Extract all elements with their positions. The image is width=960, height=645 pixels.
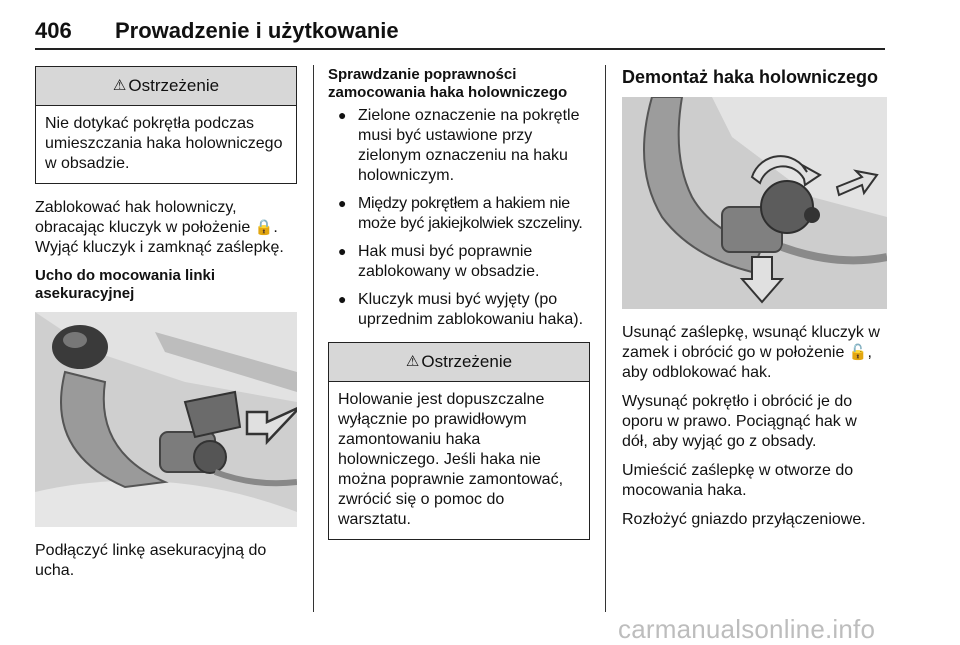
- warning-title: Ostrzeżenie: [128, 76, 220, 95]
- watermark: carmanualsonline.info: [618, 614, 876, 644]
- page-title: Prowadzenie i użytkowanie: [115, 18, 399, 43]
- safety-eye-heading: Ucho do mocowania linki asekuracyjnej: [35, 267, 216, 302]
- remove-hook-text: Wysunąć pokrętło i obrócić je do oporu w prawo. Pociągnąć hak w dół, aby wyjąć go z obsady.: [622, 393, 857, 450]
- unlock-instruction: Usunąć zaślepkę, wsunąć kluczyk w zamek i obrócić go w położenie 🔓, aby odblokować hak.: [622, 324, 880, 381]
- towbar-removal-illustration: [622, 97, 887, 309]
- lock-instruction: Zablokować hak holowniczy, obracając kluczyk w położenie 🔒. Wyjąć kluczyk i zamknąć zaślepkę.: [35, 199, 284, 256]
- column-divider-2: [605, 65, 606, 612]
- list-item: ● Między pokrętłem a hakiem nie może być jakiejkolwiek szczeliny.: [328, 194, 590, 234]
- warning-header: [36, 67, 296, 106]
- warning-triangle-icon: ⚠: [112, 77, 127, 94]
- column-3: [622, 66, 887, 539]
- towbar-eye-illustration: [35, 312, 297, 527]
- insert-cap-text: Umieścić zaślepkę w otworze do mocowania haka.: [622, 462, 854, 499]
- warning-header: [329, 343, 589, 382]
- header-divider: [35, 48, 885, 50]
- check-mounting-heading: Sprawdzanie poprawności zamocowania haka holowniczego: [328, 66, 568, 101]
- warning-box: [35, 66, 297, 184]
- warning-triangle-icon: ⚠: [405, 353, 420, 370]
- unlock-icon: 🔓: [848, 344, 868, 361]
- column-1: [35, 66, 297, 590]
- page-header: [35, 12, 885, 48]
- page-number: 406: [35, 18, 72, 43]
- list-item: ● Kluczyk musi być wyjęty (po uprzednim zablokowaniu haka).: [328, 290, 590, 330]
- column-2: [328, 66, 590, 554]
- attach-cable-text: Podłączyć linkę asekuracyjną do ucha.: [35, 542, 267, 579]
- check-list: [328, 106, 590, 330]
- removal-heading: Demontaż haka holowniczego: [622, 67, 879, 87]
- fold-socket-text: Rozłożyć gniazdo przyłączeniowe.: [622, 511, 866, 528]
- column-divider-1: [313, 65, 314, 612]
- warning-text: Nie dotykać pokrętła podczas umieszczania haka holowniczego w obsadzie.: [45, 115, 283, 172]
- list-item: ● Zielone oznaczenie na pokrętle musi być ustawione przy zielonym oznaczeniu na haku holowniczym.: [328, 106, 590, 186]
- list-item: ● Hak musi być poprawnie zablokowany w obsadzie.: [328, 242, 590, 282]
- lock-icon: 🔒: [254, 219, 274, 236]
- warning-title: Ostrzeżenie: [421, 352, 513, 371]
- warning-text: Holowanie jest dopuszczalne wyłącznie po prawidłowym zamontowaniu haka holowniczego. Jeśli haka nie można poprawnie zamontować, zwrócić się o pomoc do warsztatu.: [338, 391, 564, 528]
- warning-box: [328, 342, 590, 540]
